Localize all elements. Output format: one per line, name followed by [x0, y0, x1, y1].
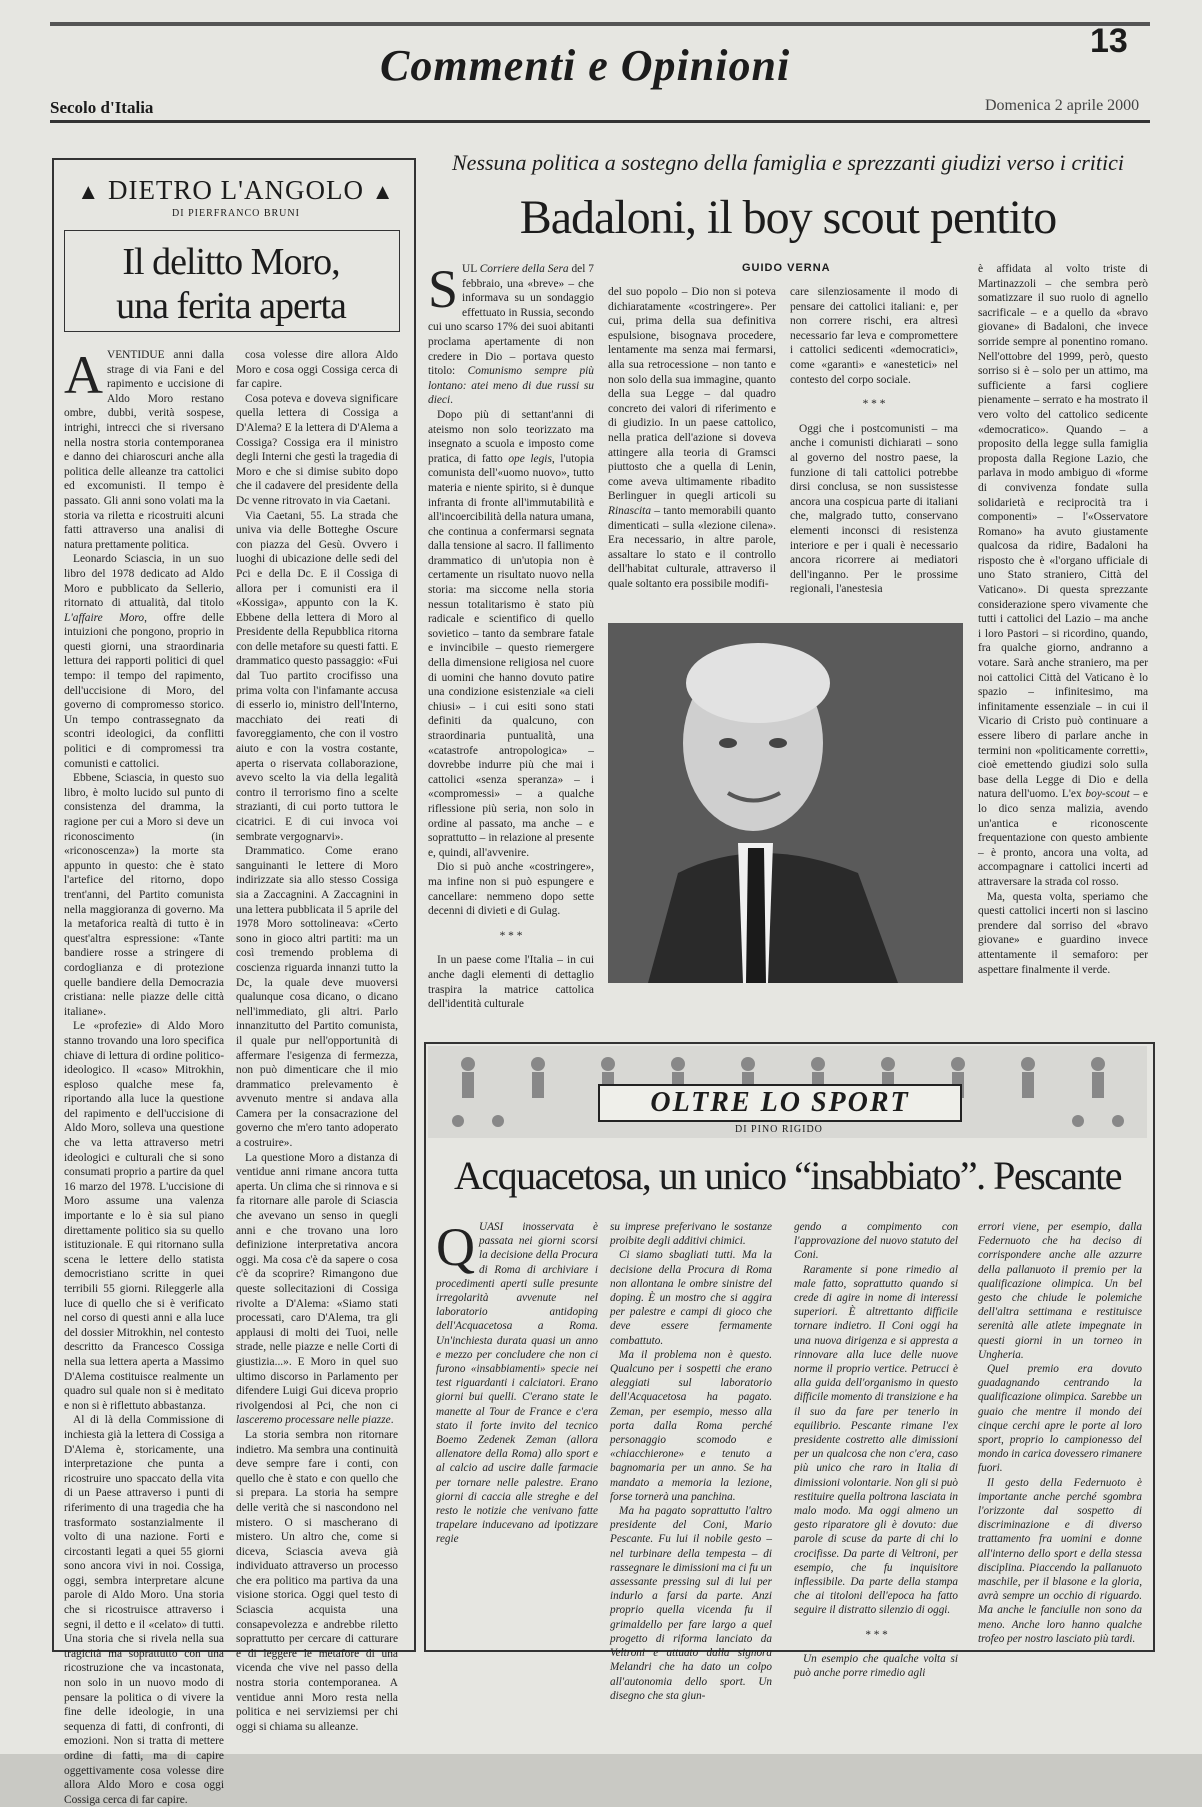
column-name-text: DIETRO L'ANGOLO — [107, 175, 365, 205]
byline-verna: GUIDO VERNA — [742, 262, 831, 274]
article-column: errori viene, per esempio, dalla Federnuoto che ha deciso di corrispondere anche alle azzurre della pallanuoto il premio per la qualificazione olimpica. Un bel gesto che chiude le polemiche dell'altra settimana e restituisce serenità alle atlete impegnate in questi giorni in un torneo in Ungheria. Quel premio era dovuto guadagnando centrando la qualificazione olimpica. Sarebbe un guaio che mentre il mondo dei cinque cerchi apre le porte al loro sport, proprio lo campionesso del mondo in carica dovessero rimanere fuori. Il gesto della Federnuoto è importante anche perché sgombra l'orizzonte dal sospetto di discriminazione e di diverso trattamento fra uomini e donne all'interno dello sport e della stessa disciplina. Piaccendo la pallanuoto maschile, per il blasone e la gloria, avrà sempre un occhio di riguardo. Ma anche le fanciulle non sono da meno. Anche loro hanno qualche trofeo per nostro lasciato più tardi. — [978, 1221, 1142, 1645]
article-column: care silenziosamente il modo di pensare dei cattolici italiani: e, per non correre rischi, era altresì necessario far leva e compromettere i cattolici sedicenti «democratici», come «garanti» e «anestetici» nel contesto del corpo sociale. * * * Oggi che i postcomunisti – ma anche i comunisti dichiarati – sono al governo del nostro paese, la funzione di tali cattolici potrebbe dirsi conclusa, se non sussistesse ancora una cospicua parte di italiani che, malgrado tutto, conservano elementi inconsci di resistenza interiore e per i quali è necessario ancora ricorrere ai mediatori dell'inganno. Per le prossime regionali, l'anestesia — [790, 286, 958, 596]
portrait-illustration — [608, 623, 963, 983]
triangle-icon: ▲ — [371, 179, 395, 204]
title-line: una ferita aperta — [116, 285, 346, 327]
masthead: Secolo d'Italia — [50, 98, 154, 117]
headline-badaloni: Badaloni, il boy scout pentito — [519, 191, 1057, 244]
article-column: SUL Corriere della Sera del 7 febbraio, una «breve» – che informava su un sondaggio effettuato in Russia, secondo cui uno scarso 17% dei suoi abitanti proclama apertamente di non credere in Dio – portava questo titolo: Comunismo sempre più lontano: atei meno di due russi su dieci. Dopo più di settant'anni di ateismo non solo teorizzato ma insegnato a scuola e imposto come pratica, di fatto ope legis, l'utopia comunista dell'«uomo nuovo», tutto materia e niente spirito, si è dunque infranta di fronte all'immutabilità e all'incoercibilità della natura umana, che continua a confermarsi segnata dalla tensione al sacro. Il fallimento drammatico di un'utopia non è certamente un risultato nuovo nella storia: ma siccome nella storia nessun totalitarismo è stato più radicale e scientifico di quello sovietico – tanto da sembrare fatale e invincibile – questo riemergere della dimensione religiosa nel cuore di uomini che hanno dovuto patire una condizione esistenziale «a cieli chiusi» – i cui esiti sono stati definiti da qualcuno, con straordinaria puntualità, una «catastrofe antropologica» – dovrebbe indurre più che mai i cattolici «senza speranza» – i «compromessi» – a qualche riflessione più seria, non solo in ordine al passato, ma anche – e soprattutto – in relazione al presente e, quindi, all'avvenire. Dio si può anche «costringere», ma infine non si può espungere e cancellare: nemmeno dopo sette decenni di divieti e di Gulag. * * * In un paese come l'Italia – in cui anche dagli elementi di dettaglio traspira la matrice cattolica dell'identità culturale — [428, 259, 594, 1011]
article-column: gendo a compimento con l'approvazione del nuovo statuto del Coni. Raramente si pone rimedio al male fatto, soprattutto quando si crede di agire in nome di interessi superiori. È altrettanto difficile tornare indietro. Il Coni oggi ha una nuova dirigenza e si appresta a rinnovare alla luce delle nuove norme il proprio vertice. Petrucci è alla guida dell'organismo in questo difficile momento di transizione e ha il suo da fare per tenerlo in equilibrio. Pescante rimane l'ex presidente costretto alle dimissioni per un qualcosa che non c'era, caso più unico che raro in Italia di dimissioni volontarie. Non gli si può restituire quella poltrona lasciata in malo modo. Ma oggi almeno un gesto riparatore gli è dovuto: due parole di scuse da parte di chi lo crocifisse. Da parte di Veltroni, per esempio, che fu inquisitore inflessibile. Da parte della stampa che ai titoloni dell'epoca ha fatto seguire il distratto silenzio di oggi. * * * Un esempio che qualche volta si può anche porre rimedio agli — [794, 1221, 958, 1680]
top-rule — [50, 22, 1150, 26]
kicker: Nessuna politica a sostegno della famiglia e sprezzanti giudizi verso i critici — [452, 150, 1124, 175]
article-column: cosa volesse dire allora Aldo Moro e cosa oggi Cossiga cerca di far capire. Cosa poteva e doveva significare quella lettera di Cossiga a D'Alema? E la lettera di D'Alema a Cossiga? Cossiga era il ministro degli Interni che gestì la tragedia di Moro e che si dimise subito dopo che il cadavere del presidente della Dc venne ritrovato in via Caetani. Via Caetani, 55. La strada che univa via delle Botteghe Oscure con piazza del Gesù. Ovvero i luoghi di ubicazione delle sedi del Pci e della Dc. E il Cossiga di allora per i comunisti era il «Kossiga», appunto con la K. Ebbene della lettera di Moro al Presidente della Repubblica ritorna con delle metafore su questi fatti. E drammatico questo passaggio: «Fui dal Tuo partito crocifisso una prima volta con l'infamante accusa di esserlo io, ministro dell'Interno, macchiato dei reati di favoreggiamento, che con il vostro aiuto e con la vostra costante, aperta o riservata collaborazione, avevo scelto la via della legalità contro il terrorismo fino a scelte strazianti, di cui porto tuttora le cicatrici. E di cui invoca voi sembrate vergognarvi». Drammatico. Come erano sanguinanti le lettere di Moro indirizzate sia allo stesso Cossiga sia a Zaccagnini. A Zaccagnini in una lettera pubblicata il 5 aprile del 1978 Moro sottolineava: «Certo sono in gioco altri partiti: ma un così tremendo problema di coscienza riguarda innanzi tutto la Dc, la quale deve muoversi qualunque cosa dicano, o dicano nell'immediato, gli altri. Parlo innanzitutto del Partito comunista, il quale pur nell'opportunità di affermare l'esigenza di fermezza, non può dimenticare che il mio drammatico prelevamento è avvenuto mentre si andava alla Camera per la consacrazione del governo che m'ero tanto adoperato a costruire». La questione Moro a distanza di ventidue anni rimane ancora tutta aperta. Un clima che si rinnova e si fa ritornare alle parole di Sciascia che avevano un senso in quegli anni e che trovano una loro definizione interpretativa ancora oggi. Ma cosa c'è da sapere o cosa c'è da scoprire? Rimangono due queste sollecitazioni di Cossiga rivolte a D'Alema: «Siamo stati processati, caro D'Alema, tra gli applausi di molti dei Tuoi, nelle strade, nelle piazze e nelle Corti di giustizia...». E Moro in quel suo ultimo discorso in Parlamento per difendere Luigi Gui diceva proprio rivolgendosi al Pci, che non ci lasceremo processare nelle piazze. La storia sembra non ritornare indietro. Ma sembra una continuità deve sempre fare i conti, con quello che è stato e con quello che si prepara. La storia ha sempre delle verità che si nascondono nel mistero. O si mascherano di mistero. Un altro che, come si diceva, Sciascia aveva già individuato attraverso un processo che era politico ma partiva da una visione storica. Oggi quel testo di Sciascia acquista una consapevolezza e andrebbe riletto soprattutto per cercare di catturare e di leggere le metafore di una vicenda che vive nel passo della nostra storia contemporanea. A ventidue anni Moro resta nella politica e nei serviziemsi per chi oggi si chiama su alleanze. — [236, 349, 398, 1733]
issue-date: Domenica 2 aprile 2000 — [985, 97, 1140, 114]
article-column: AVENTIDUE anni dalla strage di via Fani e del rapimento e uccisione di Aldo Moro restano ombre, dubbi, verità sospese, intrighi, intrecci che si riversano nella nostra storia contemporanea e danno dei chiaroscuri anche alla politica delle alleanze tra cattolici ed excomunisti. Il tempo è passato. Gli anni sono volati ma la storia va riletta e ricostruiti alcuni fatti attraverso una analisi di natura prettamente politica. Leonardo Sciascia, in un suo libro del 1978 dedicato ad Aldo Moro e pubblicato da Sellerio, ritornato di attualità, dal titolo L'affaire Moro, offre delle intuizioni che pongono, proprio in questi giorni, una straordinaria lettura dei rapporti politici di quel tempo: il tempo del rapimento, dell'uccisione di Moro, del governo di compromesso storico. Un tempo contrassegnato da scontri ideologici, da conflitti politici e di compromessi tra comunisti e cattolici. Ebbene, Sciascia, in questo suo libro, è molto lucido sul punto di consistenza del dramma, la ragione per cui a Moro si deve un riconoscimento (in «riconoscenza») la morte sta appunto in questo: che è stato l'artefice del ritorno, dopo trent'anni, del Partito comunista nella maggioranza di governo. Ma la metaforica realtà di tutto è in quest'altra espressione: «Tante bandiere rosse a stringere di cordoglianza e di protezione quelle bandiere della Democrazia cristiana: nelle piazze delle città italiane». Le «profezie» di Aldo Moro stanno trovando una loro specifica chiave di lettura di ordine politico-ideologico. Il «caso» Mitrokhin, esploso qualche mese fa, riportando alla luce la questione del rapimento e dell'uccisione di Aldo Moro, solleva una questione che va letta attraverso metri ideologici e culturali che si sono consumati proprio a partire da quel 16 marzo del 1978. L'uccisione di Moro assume una valenza importante e lo è sia sul piano direttamente politico sia su quello istituzionale. E qui ritornano sulla scena le lettere dello statista democristiano scritte in quei terribili 55 giorni. Rileggerle alla luce di quello che si è verificato nel corso di questi anni e alla luce del dossier Mitrokhin, nel contesto descritto da Francesco Cossiga nella sua lettera aperta a Massimo D'Alema costituisce realmente un quadro sul quale non si è meditato e non si è riflettuto abbastanza. Al di là della Commissione di inchiesta già la lettera di Cossiga a D'Alema è, storicamente, una interpretazione che punta a ricostruire uno spaccato della vita di un Paese attraverso i punti di riferimento di una tragedia che ha trasformato sostanzialmente il volto di una nazione. Forti e circostanti legati a quei 55 giorni sono ancora vivi in noi. Cossiga, oggi, sembra interpretare alcune parole di Aldo Moro. Una storia che si ricostruisce attraverso i segni, il detto e il «celato» di tutti. Una storia che si rivela nella sua tragicità ma soprattutto con una ricostruzione che va incastonata, non solo in un nuovo modo di pensare la politica o di vivere la fine delle ideologie, in una sequenza di fatti, di confronti, di emozioni. Non si tratta di mettere ordine di fatti, ma di capire oggettivamente cosa volesse dire allora Aldo Moro e cosa oggi Cossiga cerca di far capire. — [64, 345, 224, 1806]
title-line: Il delitto Moro, — [122, 241, 340, 283]
article-column: del suo popolo – Dio non si poteva dichiaratamente «costringere». Per cui, prima della sua definitiva espulsione, bisognava procedere, lentamente ma senza mai fermarsi, alla sua retrocessione – non tanto e non solo della sua immagine, quanto della sua Legge – dal quadro concreto dei valori di riferimento e di giudizio. In un paese cattolico, nella pratica dell'azione si doveva attingere alla teoria di Gramsci piuttosto che a quella di Lenin, come aveva ultimamente ribadito Berlinguer in quegli articoli su Rinascita – tanto memorabili quanto dimenticati – sulla «lezione cilena». Era necessario, in altre parole, assaltare lo stato e il controllo dell'habitat culturale, attraverso il quale soltanto era possibile modifi- — [608, 286, 776, 590]
article-column: è affidata al volto triste di Martinazzoli – che sembra però somatizzare il suo ruolo di agnello sacrificale – e a quello da «bravo giovane» di Badaloni, che invece sorride sempre al ponentino romano. Nell'ottobre del 1999, però, questo sorriso si è – solo per un attimo, ma sufficiente a farsi cogliere pienamente – serrato e ha mostrato il vero volto del cattolico sedicente «democratico». Quando – a proposito della legge sulla famiglia proposta dalla Regione Lazio, che parlava in modo ambiguo di «forme di convivenza fondate sulla solidarietà e reciprocità tra i componenti» – l'«Osservatore Romano» ha avuto giustamente qualcosa da ridire, Badaloni ha risposto che è «l'organo ufficiale di uno Stato straniero, Città del Vaticano». Di questa sprezzante considerazione spero vivamente che tutti i cattolici del Lazio – ma anche i loro Pastori – si ricordino, quando, fra qualche giorno, andranno a votare. Sarà anche straniero, ma per noi cattolici Città del Vaticano è lo spazio – infinitesimo, ma infinitamente essenziale – in cui il Vicario di Cristo può continuare a essere libero di parlare anche in termini non «politicamente corretti», cioè emettendo giudizi solo sulla base della Legge di Dio e della natura dell'uomo. L'ex boy-scout – e lo dico senza malizia, avendo un'antica e riconoscente frequentazione con questo ambiente – è pronto, ancora una volta, ad accompagnare i cattolici incerti ad attraversare la strada col rosso. Ma, questa volta, speriamo che questi cattolici incerti non si lascino prendere dal sorriso del «bravo giovane» e guardino invece attentamente il semaforo: per aspettare finalmente il verde. — [978, 263, 1148, 976]
article-column: QUASI inosservata è passata nei giorni scorsi la decisione della Procura di Roma di archiviare i procedimenti aperti sulle presunte irregolarità avvenute nel laboratorio antidoping dell'Acquacetosa a Roma. Un'inchiesta durata quasi un anno e mezzo per concludere che non ci furono «insabbiamenti» specie nei test riguardanti i calciatori. Erano giorni bui quelli. C'erano state le manette al Tour de France e c'era stato il forte invito del tecnico Boemo Zedenek Zeman (allora allenatore della Roma) allo sport e al calcio ad uscire dalle farmacie per tornare nelle palestre. Erano giorni di caccia alle streghe e del resto le notizie che venivano fatte trapelare inducevano ad ipotizzare regie — [436, 1217, 598, 1546]
section-title: Commenti e Opinioni — [380, 41, 791, 90]
header-rule — [50, 120, 1150, 123]
triangle-icon: ▲ — [77, 179, 101, 204]
article-column: su imprese preferivano le sostanze proibite degli additivi chimici. Ci siamo sbagliati tutti. Ma la decisione della Procura di Roma non allontana le ombre sinistre del doping. È un mostro che si aggira per palestre e campi di gioco che deve essere fermamente combattuto. Ma il problema non è questo. Qualcuno per i sospetti che erano aleggiati sul laboratorio dell'Acquacetosa ha pagato. Zeman, per esempio, messo alla porta dalla Roma perché personaggio scomodo e «chiacchierone» e tenuto a bagnomaria per un anno. Se ha mandato a memoria la lezione, forse tornerà una panchina. Ma ha pagato soprattutto l'altro presidente del Coni, Mario Pescante. Fu lui il nobile gesto – nel turbinare della tempesta – di rassegnare le dimissioni ma ci fu un assessante pressing sul di lui per indurlo a farsi da parte. Anzi proprio quella vicenda fu il grimaldello per fare largo a quel progetto di riforma lanciato da Veltroni e attuato dalla signora Melandri che ha dato un colpo all'autonomia dello sport. Un disegno che sta giun- — [610, 1221, 772, 1702]
column-name-dietro — [76, 175, 396, 206]
portrait-photo — [608, 623, 963, 983]
headline-acquacetosa: Acquacetosa, un unico “insabbiato”. Pescante — [453, 1153, 1122, 1198]
page-number: 13 — [1090, 22, 1128, 60]
byline-rigido: DI PINO RIGIDO — [735, 1124, 823, 1135]
byline-bruni: DI PIERFRANCO BRUNI — [172, 208, 300, 219]
column-name-sport: OLTRE LO SPORT — [598, 1084, 962, 1122]
article-title-moro — [64, 240, 398, 328]
